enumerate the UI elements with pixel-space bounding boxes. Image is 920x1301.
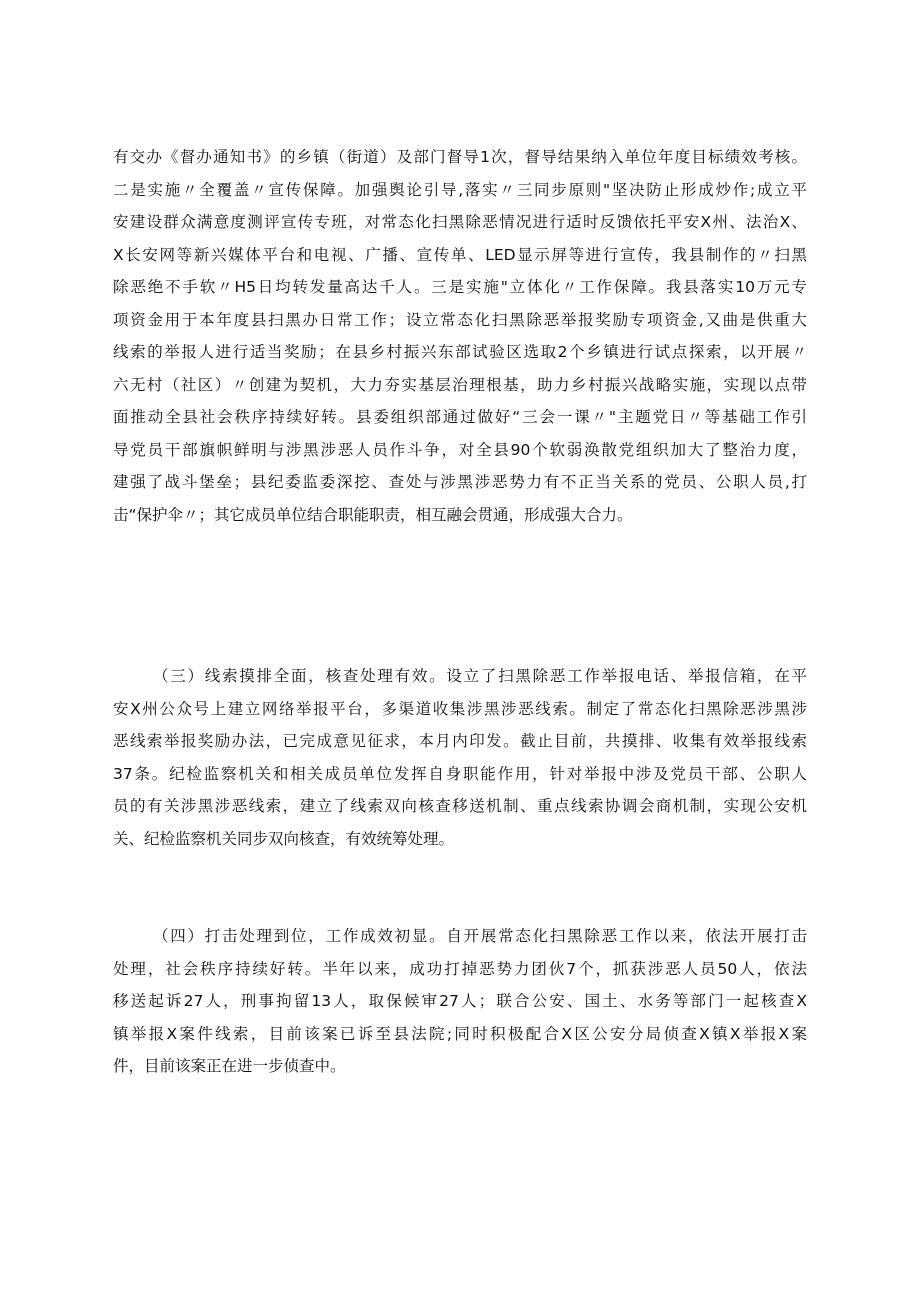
paragraph-publicity-and-organization — [113, 141, 807, 531]
text-line: （四）打击处理到位，工作成效初显。自开展常态化扫黑除恶工作以来，依法开展打击 — [153, 927, 807, 945]
text-line: X长安网等新兴媒体平台和电视、广播、宣传单、LED显示屏等进行宣传，我县制作的〃扫黑 — [113, 245, 807, 264]
paragraph-clue-investigation — [113, 660, 807, 855]
text-line: 项资金用于本年度县扫黑办日常工作；设立常态化扫黑除恶举报奖励专项资金,又曲是供重大 — [113, 310, 807, 329]
paragraph-crackdown-results — [113, 920, 807, 1083]
text-line: （三）线索摸排全面，核查处理有效。设立了扫黑除恶工作举报电话、举报信箱，在平 — [153, 667, 807, 685]
text-line: 导党员干部旗帜鲜明与涉黑涉恶人员作斗争，对全县90个软弱涣散党组织加大了整治力度， — [113, 440, 807, 459]
text-line: 面推动全县社会秩序持续好转。县委组织部通过做好“三会一课〃"主题党日〃等基础工作引 — [113, 408, 807, 426]
text-line: 六无村（社区）〃创建为契机，大力夯实基层治理根基，助力乡村振兴战略实施，实现以点带 — [113, 375, 807, 394]
text-line: 线索的举报人进行适当奖励；在县乡村振兴东部试验区选取2个乡镇进行试点探索，以开展〃 — [113, 343, 807, 361]
text-line: 二是实施〃全覆盖〃宣传保障。加强舆论引导,落实〃三同步原则"坚决防止形成炒作;成立平 — [113, 180, 807, 199]
text-line: 安建设群众满意度测评宣传专班，对常态化扫黑除恶情况进行适时反馈依托平安X州、法治X、 — [113, 213, 807, 231]
text-line: 件，目前该案正在进一步侦查中。 — [113, 1057, 346, 1075]
text-line: 除恶绝不手软〃H5日均转发量高达千人。三是实施"立体化〃工作保障。我县落实10万元专 — [113, 278, 807, 296]
text-line: 37条。纪检监察机关和相关成员单位发挥自身职能作用，针对举报中涉及党员干部、公职人 — [113, 764, 807, 783]
text-line: 恶线索举报奖励办法，已完成意见征求，本月内印发。截止目前，共摸排、收集有效举报线索 — [113, 732, 807, 750]
text-line: 安X州公众号上建立网络举报平台，多渠道收集涉黑涉恶线索。制定了常态化扫黑除恶涉黑涉 — [113, 699, 807, 718]
text-line: 关、纪检监察机关同步双向核查，有效统筹处理。 — [113, 829, 455, 848]
text-line: 处理，社会秩序持续好转。半年以来，成功打掉恶势力团伙7个，抓获涉恶人员50人，依法 — [113, 959, 807, 978]
text-line: 员的有关涉黑涉恶线索，建立了线索双向核查移送机制、重点线索协调会商机制，实现公安机 — [113, 797, 807, 815]
text-line: 有交办《督办通知书》的乡镇（街道）及部门督导1次，督导结果纳入单位年度目标绩效考核。 — [113, 148, 807, 166]
text-line: 镇举报X案件线索，目前该案已诉至县法院;同时积极配合X区公安分局侦查X镇X举报X案 — [113, 1024, 807, 1043]
text-line: 击“保护伞〃；其它成员单位结合职能职责，相互融会贯通，形成强大合力。 — [113, 505, 633, 524]
text-line: 移送起诉27人，刑事拘留13人，取保候审27人；联合公安、国土、水务等部门一起核查X — [113, 992, 807, 1010]
text-line: 建强了战斗堡垒；县纪委监委深挖、查处与涉黑涉恶势力有不正当关系的党员、公职人员,打 — [113, 473, 807, 491]
